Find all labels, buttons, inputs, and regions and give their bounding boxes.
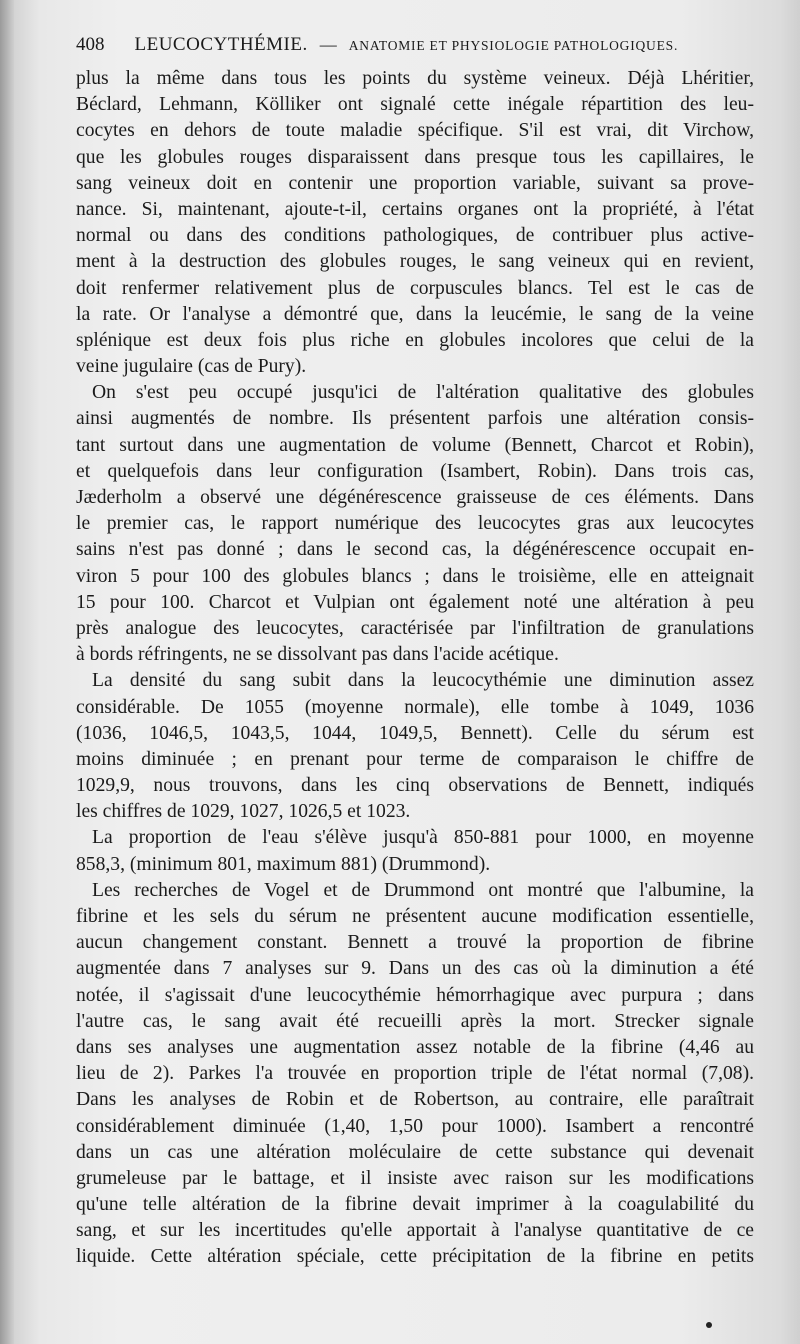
text-line: le premier cas, le rapport numérique des leucocytes gras aux leucocytes xyxy=(76,513,754,535)
text-line: la rate. Or l'analyse a démontré que, dans la leucémie, le sang de la veine xyxy=(76,303,754,325)
text-line: ainsi augmentés de nombre. Ils présentent parfois une altération consis- xyxy=(76,408,754,430)
header-separator: — xyxy=(319,35,337,54)
text-line: ment à la destruction des globules rouges, le sang veineux qui en revient, xyxy=(76,251,754,273)
text-line: qu'une telle altération de la fibrine devait imprimer à la coagulabilité du xyxy=(76,1194,754,1216)
text-line: normal ou dans des conditions pathologiques, de contribuer plus active- xyxy=(76,225,754,247)
text-line: sains n'est pas donné ; dans le second cas, la dégénérescence occupait en- xyxy=(76,539,754,561)
text-line: On s'est peu occupé jusqu'ici de l'altération qualitative des globules xyxy=(92,382,754,404)
text-line: Jæderholm a observé une dégénérescence graisseuse de ces éléments. Dans xyxy=(76,487,754,508)
page-gutter-shadow xyxy=(0,0,14,1344)
text-line: notée, il s'agissait d'une leucocythémie hémorrhagique avec purpura ; dans xyxy=(76,984,754,1006)
text-line: près analogue des leucocytes, caractérisée par l'infiltration de granulations xyxy=(76,617,754,639)
text-line: que les globules rouges disparaissent dans presque tous les capillaires, le xyxy=(76,146,754,168)
text-line: 858,3, (minimum 801, maximum 881) (Drummond). xyxy=(76,853,491,875)
running-header xyxy=(76,34,756,64)
text-line: fibrine et les sels du sérum ne présentent aucune modification essentielle, xyxy=(76,906,754,927)
text-line: liquide. Cette altération spéciale, cette précipitation de la fibrine en petits xyxy=(76,1246,754,1268)
text-line: splénique est deux fois plus riche en globules incolores que celui de la xyxy=(76,329,754,351)
text-line: et quelquefois dans leur configuration (Isambert, Robin). Dans trois cas, xyxy=(76,460,754,482)
page-number: 408 xyxy=(76,34,105,55)
text-line: viron 5 pour 100 des globules blancs ; dans le troisième, elle en atteignait xyxy=(76,565,754,587)
text-line: Béclard, Lehmann, Kölliker ont signalé cette inégale répartition des leu- xyxy=(76,94,754,116)
text-line: sang veineux doit en contenir une proportion variable, suivant sa prove- xyxy=(76,172,754,194)
text-line: Les recherches de Vogel et de Drummond ont montré que l'albumine, la xyxy=(92,879,754,901)
text-line: 1029,9, nous trouvons, dans les cinq observations de Bennett, indiqués xyxy=(76,775,754,797)
text-line: l'autre cas, le sang avait été recueilli après la mort. Strecker signale xyxy=(76,1010,754,1032)
text-line: dans un cas une altération moléculaire de cette substance qui devenait xyxy=(76,1141,754,1163)
text-line: à bords réfringents, ne se dissolvant pas dans l'acide acétique. xyxy=(76,644,559,666)
text-line: nance. Si, maintenant, ajoute-t-il, certains organes ont la propriété, à l'état xyxy=(76,198,754,220)
text-line: tant surtout dans une augmentation de volume (Bennett, Charcot et Robin), xyxy=(76,434,754,456)
text-line: moins diminuée ; en prenant pour terme de comparaison le chiffre de xyxy=(76,748,754,770)
text-line: considérablement diminuée (1,40, 1,50 pour 1000). Isambert a rencontré xyxy=(76,1115,754,1137)
text-line: doit renfermer relativement plus de corpuscules blancs. Tel est le cas de xyxy=(76,277,754,299)
text-line: cocytes en dehors de toute maladie spécifique. S'il est vrai, dit Virchow, xyxy=(76,120,754,142)
text-line: grumeleuse par le battage, et il insiste avec raison sur les modifications xyxy=(76,1167,754,1189)
page-body-text xyxy=(76,66,754,1271)
text-line: La proportion de l'eau s'élève jusqu'à 850-881 pour 1000, en moyenne xyxy=(92,827,754,849)
text-line: sang, et sur les incertitudes qu'elle apportait à l'analyse quantitative de ce xyxy=(76,1220,754,1242)
header-subtitle: ANATOMIE ET PHYSIOLOGIE PATHOLOGIQUES. xyxy=(348,38,679,53)
text-line: La densité du sang subit dans la leucocythémie une diminution assez xyxy=(92,670,754,692)
text-line: les chiffres de 1029, 1027, 1026,5 et 1023. xyxy=(76,801,411,823)
text-line: Dans les analyses de Robin et de Robertson, au contraire, elle paraîtrait xyxy=(76,1089,754,1111)
text-line: veine jugulaire (cas de Pury). xyxy=(76,356,307,378)
text-line: augmentée dans 7 analyses sur 9. Dans un des cas où la diminution a été xyxy=(76,958,754,980)
text-line: considérable. De 1055 (moyenne normale), elle tombe à 1049, 1036 xyxy=(76,696,754,718)
text-line: lieu de 2). Parkes l'a trouvée en proportion triple de l'état normal (7,08). xyxy=(76,1063,754,1085)
text-line: 15 pour 100. Charcot et Vulpian ont également noté une altération à peu xyxy=(76,591,754,613)
text-line: (1036, 1046,5, 1043,5, 1044, 1049,5, Bennett). Celle du sérum est xyxy=(76,722,754,744)
header-title: LEUCOCYTHÉMIE. xyxy=(134,34,308,55)
text-line: dans ses analyses une augmentation assez notable de la fibrine (4,46 au xyxy=(76,1036,754,1058)
text-line: plus la même dans tous les points du système veineux. Déjà Lhéritier, xyxy=(76,68,754,89)
printer-mark xyxy=(706,1322,712,1328)
text-line: aucun changement constant. Bennett a trouvé la proportion de fibrine xyxy=(76,932,754,954)
